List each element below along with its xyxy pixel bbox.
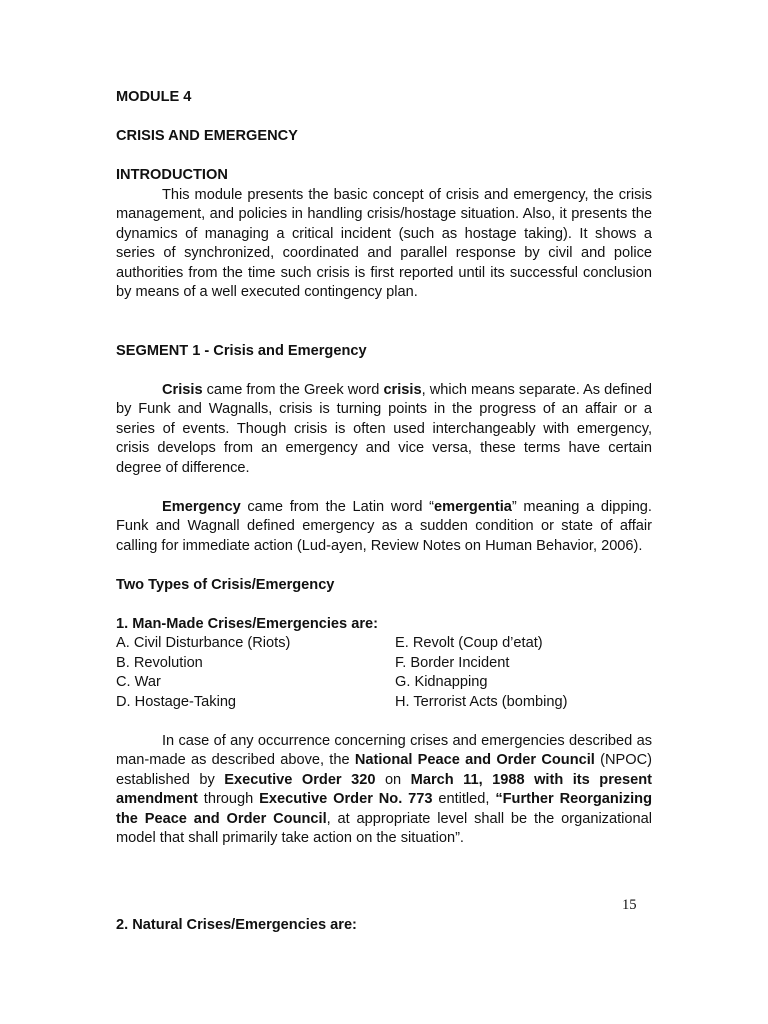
natural-heading: 2. Natural Crises/Emergencies are:	[116, 917, 357, 933]
crisis-paragraph	[116, 381, 652, 479]
module-subtitle: CRISIS AND EMERGENCY	[116, 128, 298, 144]
crisis-text-2: , which means separate. As defined by Funk and Wagnalls, crisis is turning points in the progress of an affair or a series of events. Though crisis is often used interchangeably with emergency, crisis develops from an emergency and vice versa, these terms have certain degree of difference.	[116, 381, 652, 476]
page-number: 15	[622, 897, 637, 913]
crisis-text-1: came from the Greek word	[202, 381, 384, 398]
emergency-paragraph	[116, 498, 652, 557]
emergency-text-2: ” meaning a dipping. Funk and Wagnall defined emergency as a sudden condition or state of affair calling for immediate action (Lud-ayen, Review Notes on Human Behavior, 2006).	[116, 498, 652, 554]
manmade-heading: 1. Man-Made Crises/Emergencies are:	[116, 615, 378, 632]
emergency-text-1: came from the Latin word “	[240, 498, 435, 515]
document-page	[116, 88, 652, 849]
intro-paragraph: This module presents the basic concept of crisis and emergency, the crisis management, and policies in handling crisis/hostage situation. Also, it presents the dynamics of managing a critical incident (such as hostage taking). It shows a series of synchronized, coordinated and parallel response by civil and police authorities from the time such crisis is first reported until its successful conclusion by means of a well executed contingency plan.	[116, 186, 652, 300]
npoc-paragraph	[116, 732, 652, 849]
npoc-text-1: In case of any occurrence concerning crises and emergencies described as man-made as described above, the	[116, 732, 652, 768]
list-item: C. War	[116, 674, 161, 690]
npoc-text-5: entitled,	[432, 791, 496, 807]
list-item: F. Border Incident	[395, 654, 510, 671]
emergency-term: Emergency	[162, 498, 241, 515]
intro-heading: INTRODUCTION	[116, 167, 228, 183]
npoc-text-2: (NPOC) established by	[116, 752, 652, 788]
npoc-bold-4: Executive Order No. 773	[259, 791, 433, 807]
types-heading: Two Types of Crisis/Emergency	[116, 576, 335, 593]
npoc-bold-5: “Further Reorganizing the Peace and Order Council	[116, 791, 652, 827]
segment-heading: SEGMENT 1 - Crisis and Emergency	[116, 342, 367, 359]
npoc-bold-1: National Peace and Order Council	[354, 752, 595, 768]
list-item: H. Terrorist Acts (bombing)	[395, 693, 568, 710]
emergency-latin-word: emergentia	[434, 498, 512, 515]
list-item: E. Revolt (Coup d’etat)	[395, 635, 543, 651]
list-item: G. Kidnapping	[395, 674, 488, 690]
manmade-list	[116, 634, 652, 712]
npoc-text-6: , at appropriate level shall be the organizational model that shall primarily take action on the situation”.	[116, 810, 652, 846]
list-item: A. Civil Disturbance (Riots)	[116, 635, 291, 651]
crisis-term: Crisis	[162, 381, 203, 398]
list-item: D. Hostage-Taking	[116, 693, 237, 710]
module-title: MODULE 4	[116, 89, 192, 105]
npoc-text-4: through	[197, 791, 260, 807]
npoc-bold-2: Executive Order 320	[224, 771, 376, 788]
npoc-bold-3: March 11, 1988 with its present amendment	[116, 771, 652, 807]
list-item: B. Revolution	[116, 654, 203, 671]
npoc-text-3: on	[375, 771, 411, 788]
crisis-greek-word: crisis	[383, 381, 422, 398]
